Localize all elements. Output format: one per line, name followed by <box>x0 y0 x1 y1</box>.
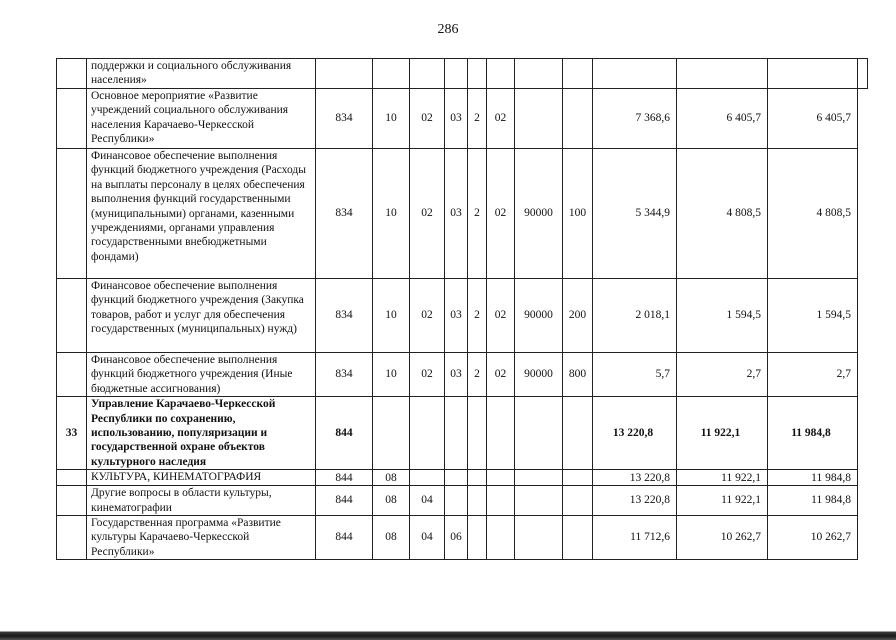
amount-year3-cell <box>768 59 858 89</box>
table-row <box>57 59 868 89</box>
code-measure-cell <box>487 516 515 560</box>
code-subprogram-cell <box>468 59 487 89</box>
description-cell: Основное мероприятие «Развитие учреждений социального обслуживания населения Карачаево-Черкесской Республики» <box>87 89 316 149</box>
page-bottom-rule <box>0 622 896 640</box>
code-section-cell: 10 <box>373 353 410 397</box>
row-number-cell <box>57 516 87 560</box>
code-measure-cell: 02 <box>487 149 515 279</box>
amount-year1-cell: 7 368,6 <box>593 89 677 149</box>
code-expense-type-cell <box>563 470 593 486</box>
code-subsection-cell: 02 <box>410 279 445 353</box>
table-row <box>57 279 868 353</box>
code-subsection-cell: 02 <box>410 89 445 149</box>
table-row <box>57 149 868 279</box>
code-subprogram-cell: 2 <box>468 89 487 149</box>
code-subprogram-cell <box>468 516 487 560</box>
code-section-cell: 08 <box>373 516 410 560</box>
code-measure-cell: 02 <box>487 353 515 397</box>
amount-year1-cell: 13 220,8 <box>593 486 677 516</box>
code-admin-cell: 834 <box>316 353 373 397</box>
code-admin-cell: 844 <box>316 397 373 470</box>
code-section-cell: 08 <box>373 486 410 516</box>
code-section-cell: 10 <box>373 149 410 279</box>
code-admin-cell <box>316 59 373 89</box>
code-subsection-cell <box>410 470 445 486</box>
amount-year2-cell: 4 808,5 <box>677 149 768 279</box>
code-section-cell: 08 <box>373 470 410 486</box>
row-number-cell <box>57 149 87 279</box>
amount-year3-cell: 6 405,7 <box>768 89 858 149</box>
amount-year3-cell: 10 262,7 <box>768 516 858 560</box>
code-measure-cell <box>487 397 515 470</box>
amount-year2-cell: 1 594,5 <box>677 279 768 353</box>
amount-year2-cell: 10 262,7 <box>677 516 768 560</box>
table-row <box>57 353 868 397</box>
code-program-cell <box>445 59 468 89</box>
code-admin-cell: 834 <box>316 89 373 149</box>
amount-year1-cell: 13 220,8 <box>593 397 677 470</box>
amount-year2-cell: 11 922,1 <box>677 470 768 486</box>
code-admin-cell: 844 <box>316 470 373 486</box>
table-row <box>57 89 868 149</box>
table-row <box>57 486 868 516</box>
description-cell: Управление Карачаево-Черкесской Республики по сохранению, использованию, популяризации и государственной охране объектов культурного наследия <box>87 397 316 470</box>
code-direction-cell <box>515 397 563 470</box>
amount-year2-cell <box>677 59 768 89</box>
code-section-cell: 10 <box>373 89 410 149</box>
description-cell: КУЛЬТУРА, КИНЕМАТОГРАФИЯ <box>87 470 316 486</box>
description-cell: Финансовое обеспечение выполнения функций бюджетного учреждения (Расходы на выплаты персоналу в целях обеспечения выполнения функций государственными (муниципальными) органами, казенными учреждениями, органами управления государственными внебюджетными фондами) <box>87 149 316 279</box>
table-row <box>57 470 868 486</box>
code-subsection-cell: 02 <box>410 149 445 279</box>
code-expense-type-cell <box>563 89 593 149</box>
code-subsection-cell: 04 <box>410 486 445 516</box>
amount-year3-cell: 2,7 <box>768 353 858 397</box>
amount-year1-cell: 5,7 <box>593 353 677 397</box>
code-program-cell: 06 <box>445 516 468 560</box>
code-direction-cell: 90000 <box>515 149 563 279</box>
code-program-cell <box>445 486 468 516</box>
description-cell: Другие вопросы в области культуры, кинематографии <box>87 486 316 516</box>
code-admin-cell: 844 <box>316 516 373 560</box>
code-subsection-cell: 04 <box>410 516 445 560</box>
row-number-cell: 33 <box>57 397 87 470</box>
amount-year3-cell: 1 594,5 <box>768 279 858 353</box>
code-direction-cell <box>515 470 563 486</box>
code-program-cell: 03 <box>445 279 468 353</box>
code-expense-type-cell <box>563 516 593 560</box>
row-number-cell <box>57 486 87 516</box>
table-row <box>57 516 868 560</box>
code-direction-cell <box>515 516 563 560</box>
code-subprogram-cell: 2 <box>468 149 487 279</box>
amount-year2-cell: 6 405,7 <box>677 89 768 149</box>
code-subprogram-cell <box>468 470 487 486</box>
code-expense-type-cell <box>563 59 593 89</box>
row-number-cell <box>57 89 87 149</box>
row-number-cell <box>57 59 87 89</box>
row-number-cell <box>57 353 87 397</box>
code-program-cell <box>445 397 468 470</box>
amount-year3-cell: 11 984,8 <box>768 397 858 470</box>
code-subsection-cell: 02 <box>410 353 445 397</box>
amount-year2-cell: 11 922,1 <box>677 397 768 470</box>
amount-year3-cell: 11 984,8 <box>768 486 858 516</box>
code-subprogram-cell: 2 <box>468 353 487 397</box>
code-direction-cell <box>515 89 563 149</box>
code-admin-cell: 834 <box>316 279 373 353</box>
code-section-cell <box>373 397 410 470</box>
amount-year1-cell <box>593 59 677 89</box>
budget-table <box>56 58 868 560</box>
amount-year1-cell: 11 712,6 <box>593 516 677 560</box>
code-direction-cell <box>515 59 563 89</box>
code-measure-cell <box>487 470 515 486</box>
amount-year1-cell: 2 018,1 <box>593 279 677 353</box>
code-direction-cell: 90000 <box>515 279 563 353</box>
code-measure-cell <box>487 486 515 516</box>
code-direction-cell: 90000 <box>515 353 563 397</box>
cell <box>858 59 868 89</box>
code-expense-type-cell <box>563 397 593 470</box>
table-row <box>57 397 868 470</box>
code-measure-cell: 02 <box>487 89 515 149</box>
amount-year2-cell: 2,7 <box>677 353 768 397</box>
code-expense-type-cell: 800 <box>563 353 593 397</box>
amount-year3-cell: 11 984,8 <box>768 470 858 486</box>
code-section-cell: 10 <box>373 279 410 353</box>
code-admin-cell: 844 <box>316 486 373 516</box>
row-number-cell <box>57 470 87 486</box>
code-admin-cell: 834 <box>316 149 373 279</box>
page-number: 286 <box>437 22 459 37</box>
code-program-cell: 03 <box>445 89 468 149</box>
code-subsection-cell <box>410 397 445 470</box>
code-subprogram-cell: 2 <box>468 279 487 353</box>
code-measure-cell: 02 <box>487 279 515 353</box>
code-subprogram-cell <box>468 397 487 470</box>
code-section-cell <box>373 59 410 89</box>
code-direction-cell <box>515 486 563 516</box>
description-cell: Государственная программа «Развитие культуры Карачаево-Черкесской Республики» <box>87 516 316 560</box>
code-expense-type-cell: 200 <box>563 279 593 353</box>
code-measure-cell <box>487 59 515 89</box>
row-number-cell <box>57 279 87 353</box>
code-subsection-cell <box>410 59 445 89</box>
description-cell: поддержки и социального обслуживания населения» <box>87 59 316 89</box>
description-cell: Финансовое обеспечение выполнения функций бюджетного учреждения (Иные бюджетные ассигнования) <box>87 353 316 397</box>
description-cell: Финансовое обеспечение выполнения функций бюджетного учреждения (Закупка товаров, работ и услуг для обеспечения государственных (муниципальных) нужд) <box>87 279 316 353</box>
code-expense-type-cell <box>563 486 593 516</box>
amount-year2-cell: 11 922,1 <box>677 486 768 516</box>
code-subprogram-cell <box>468 486 487 516</box>
code-program-cell <box>445 470 468 486</box>
amount-year3-cell: 4 808,5 <box>768 149 858 279</box>
code-program-cell: 03 <box>445 353 468 397</box>
code-program-cell: 03 <box>445 149 468 279</box>
amount-year1-cell: 5 344,9 <box>593 149 677 279</box>
code-expense-type-cell: 100 <box>563 149 593 279</box>
amount-year1-cell: 13 220,8 <box>593 470 677 486</box>
